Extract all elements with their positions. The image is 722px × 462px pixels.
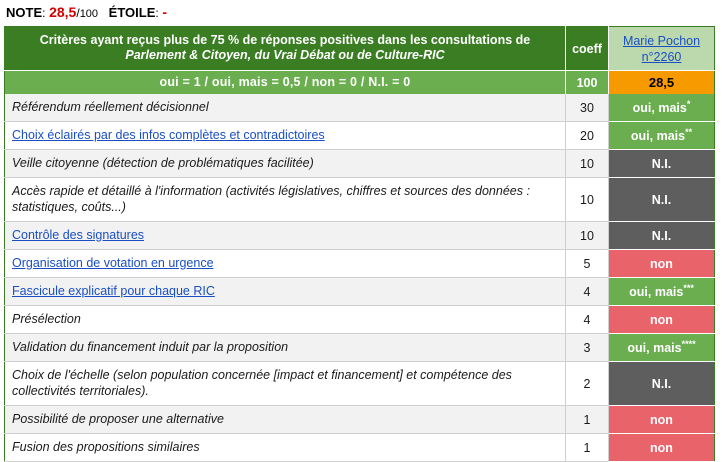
coefficient-cell: 4 [566,306,609,334]
table-row [5,122,715,150]
table-row [5,362,715,406]
coefficient-cell: 5 [566,250,609,278]
criterion-cell[interactable] [5,222,566,250]
note-slash: / [76,6,80,20]
coefficient-cell: 10 [566,178,609,222]
coefficient-cell: 30 [566,94,609,122]
criterion-cell[interactable] [5,122,566,150]
table-row [5,406,715,434]
criterion-link[interactable]: Contrôle des signatures [12,228,145,242]
criterion-link[interactable]: Organisation de votation en urgence [12,256,214,270]
table-body [5,94,715,462]
note-label: NOTE [6,5,43,20]
criterion-link[interactable]: Fascicule explicatif pour chaque RIC [12,284,215,298]
answer-cell: N.I. [609,222,715,250]
criteria-header-line2: Parlement & Citoyen, du Vrai Débat ou de Culture-RIC [125,48,445,62]
answer-footnote-marker: *** [683,282,694,293]
answer-cell: non [609,306,715,334]
table-row [5,150,715,178]
answer-cell: non [609,406,715,434]
coefficient-cell: 4 [566,278,609,306]
score-total-cell: 28,5 [609,71,715,95]
criterion-cell: Possibilité de proposer une alternative [5,406,566,434]
answer-cell: N.I. [609,150,715,178]
coefficient-cell: 1 [566,406,609,434]
answer-footnote-marker: **** [681,338,696,349]
answer-cell: non [609,250,715,278]
criteria-column-header [5,27,566,71]
coefficient-cell: 10 [566,150,609,178]
table-row [5,434,715,462]
table-header-row [5,27,715,71]
criteria-table [4,26,715,462]
answer-cell: N.I. [609,178,715,222]
table-row [5,222,715,250]
criterion-link[interactable]: Choix éclairés par des infos complètes et contradictoires [12,128,325,142]
answer-cell: non [609,434,715,462]
note-colon: : [42,6,46,20]
scoring-legend: oui = 1 / oui, mais = 0,5 / non = 0 / N.I. = 0 [5,71,566,95]
person-number-link[interactable]: n°2260 [641,49,682,64]
answer-cell: oui, mais* [609,94,715,122]
table-row [5,94,715,122]
table-row [5,278,715,306]
criterion-cell: Fusion des propositions similaires [5,434,566,462]
answer-cell: oui, mais*** [609,278,715,306]
star-value: - [162,4,168,20]
coefficient-cell: 2 [566,362,609,406]
note-value: 28,5 [49,4,77,20]
criterion-cell: Référendum réellement décisionnel [5,94,566,122]
star-label: ÉTOILE [108,5,156,20]
criteria-header-line1: Critères ayant reçus plus de 75 % de réponses positives dans les consultations de [39,33,531,47]
table-row [5,334,715,362]
criterion-cell[interactable] [5,278,566,306]
answer-cell: oui, mais** [609,122,715,150]
coeff-column-header: coeff [566,27,609,71]
criteria-grid-wrapper [4,26,714,462]
answer-footnote-marker: ** [685,126,693,137]
person-column-header [609,27,715,71]
table-legend-row [5,71,715,95]
criterion-cell: Accès rapide et détaillé à l'information (activités législatives, chiffres et sources des données : statistiques, coûts...) [5,178,566,222]
coefficient-cell: 1 [566,434,609,462]
star-colon: : [155,6,159,20]
coefficient-cell: 3 [566,334,609,362]
table-head [5,27,715,95]
criterion-cell: Veille citoyenne (détection de problématiques facilitée) [5,150,566,178]
answer-cell: oui, mais**** [609,334,715,362]
criterion-cell: Validation du financement induit par la proposition [5,334,566,362]
criterion-cell[interactable] [5,250,566,278]
coeff-total: 100 [566,71,609,95]
criterion-cell: Choix de l'échelle (selon population concernée [impact et financement] et compétence des collectivités territoriales). [5,362,566,406]
table-row [5,250,715,278]
coefficient-cell: 20 [566,122,609,150]
note-max: 100 [79,8,99,20]
person-name-link[interactable]: Marie Pochon [622,33,701,48]
answer-footnote-marker: * [686,98,691,109]
answer-cell: N.I. [609,362,715,406]
criterion-cell: Présélection [5,306,566,334]
table-row [5,306,715,334]
coefficient-cell: 10 [566,222,609,250]
score-summary-line [0,0,722,26]
table-row [5,178,715,222]
